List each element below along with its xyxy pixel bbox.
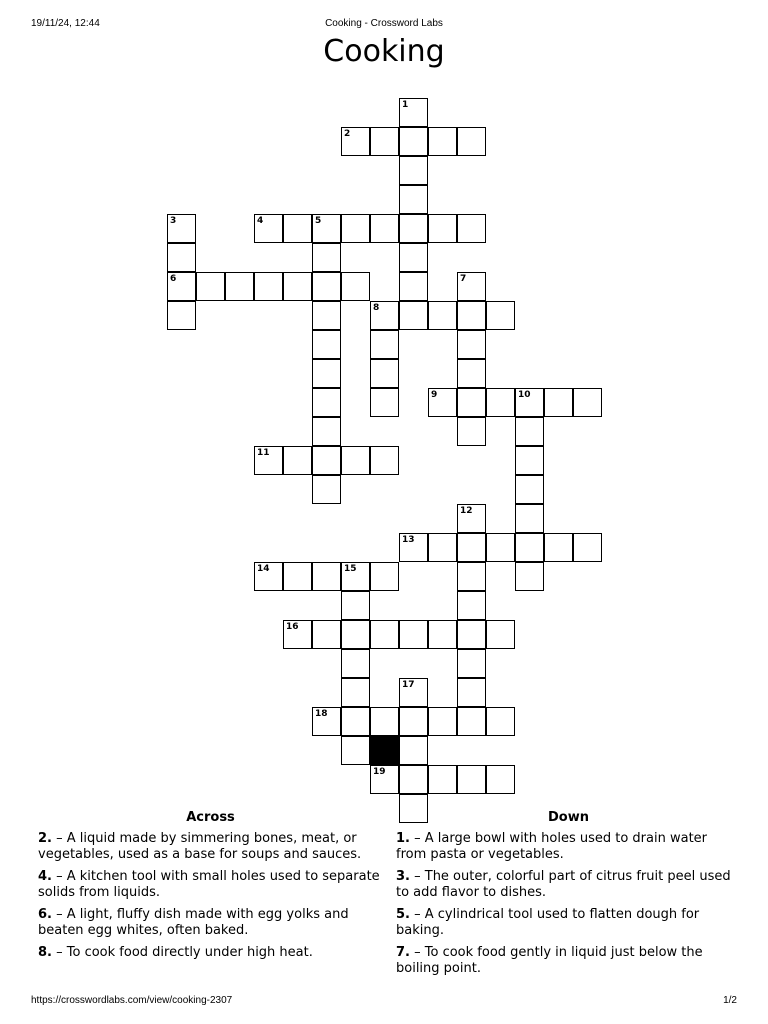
grid-cell[interactable]: [486, 620, 515, 649]
grid-cell[interactable]: [341, 707, 370, 736]
grid-cell[interactable]: [515, 504, 544, 533]
clue-number: 8.: [38, 945, 52, 960]
clue-number: 7.: [396, 945, 410, 960]
clue-down-7: [396, 945, 741, 977]
grid-cell[interactable]: [341, 272, 370, 301]
grid-cell[interactable]: [515, 475, 544, 504]
clue-across-2: [38, 831, 383, 863]
grid-cell[interactable]: [457, 417, 486, 446]
cell-number: 18: [315, 709, 328, 719]
grid-cell[interactable]: [515, 562, 544, 591]
grid-cell[interactable]: [312, 301, 341, 330]
grid-cell[interactable]: [399, 301, 428, 330]
cell-number: 6: [170, 274, 177, 284]
grid-cell[interactable]: [312, 707, 341, 736]
grid-cell[interactable]: [457, 620, 486, 649]
grid-cell[interactable]: [167, 243, 196, 272]
clue-text: – To cook food gently in liquid just below the boiling point.: [396, 945, 703, 976]
grid-cell[interactable]: [341, 562, 370, 591]
grid-cell[interactable]: [457, 301, 486, 330]
clue-text: – A light, fluffy dish made with egg yolks and beaten egg whites, often baked.: [38, 907, 349, 938]
grid-cell[interactable]: [486, 388, 515, 417]
cell-number: 12: [460, 506, 473, 516]
print-url: https://crosswordlabs.com/view/cooking-2307: [31, 995, 233, 1006]
grid-cell[interactable]: [457, 330, 486, 359]
cell-number: 1: [402, 100, 409, 110]
grid-cell[interactable]: [167, 214, 196, 243]
grid-cell[interactable]: [544, 388, 573, 417]
clue-number: 5.: [396, 907, 410, 922]
grid-cell[interactable]: [370, 214, 399, 243]
grid-cell[interactable]: [370, 707, 399, 736]
grid-cell[interactable]: [457, 765, 486, 794]
clue-text: – A cylindrical tool used to flatten dough for baking.: [396, 907, 700, 938]
cell-number: 4: [257, 216, 264, 226]
cell-number: 19: [373, 767, 386, 777]
grid-cell[interactable]: [428, 533, 457, 562]
grid-cell[interactable]: [486, 707, 515, 736]
clue-down-1: [396, 831, 741, 863]
grid-cell[interactable]: [428, 620, 457, 649]
grid-cell[interactable]: [428, 301, 457, 330]
grid-cell[interactable]: [515, 446, 544, 475]
grid-cell[interactable]: [341, 678, 370, 707]
grid-cell[interactable]: [283, 620, 312, 649]
grid-cell[interactable]: [341, 591, 370, 620]
grid-cell[interactable]: [341, 649, 370, 678]
grid-cell[interactable]: [312, 446, 341, 475]
cell-number: 10: [518, 390, 531, 400]
grid-cell[interactable]: [312, 243, 341, 272]
clue-across-6: [38, 907, 383, 939]
grid-cell[interactable]: [428, 707, 457, 736]
grid-cell[interactable]: [399, 620, 428, 649]
grid-cell[interactable]: [225, 272, 254, 301]
grid-cell[interactable]: [312, 330, 341, 359]
grid-cell[interactable]: [573, 388, 602, 417]
grid-cell[interactable]: [457, 649, 486, 678]
clue-across-4: [38, 869, 383, 901]
grid-cell[interactable]: [573, 533, 602, 562]
clue-down-5: [396, 907, 741, 939]
grid-cell[interactable]: [399, 156, 428, 185]
grid-cell[interactable]: [399, 185, 428, 214]
grid-cell[interactable]: [370, 388, 399, 417]
clue-number: 1.: [396, 831, 410, 846]
clue-number: 4.: [38, 869, 52, 884]
cell-number: 3: [170, 216, 177, 226]
grid-cell[interactable]: [370, 127, 399, 156]
grid-cell[interactable]: [196, 272, 225, 301]
grid-cell[interactable]: [312, 417, 341, 446]
clue-number: 2.: [38, 831, 52, 846]
grid-cell[interactable]: [399, 127, 428, 156]
grid-cell[interactable]: [370, 562, 399, 591]
grid-cell[interactable]: [341, 127, 370, 156]
grid-cell[interactable]: [254, 214, 283, 243]
print-page-number: 1/2: [723, 995, 737, 1006]
grid-cell[interactable]: [399, 678, 428, 707]
grid-cell[interactable]: [515, 417, 544, 446]
grid-cell[interactable]: [457, 591, 486, 620]
down-heading: Down: [548, 810, 589, 825]
grid-cell[interactable]: [457, 272, 486, 301]
grid-cell[interactable]: [457, 504, 486, 533]
grid-cell[interactable]: [457, 533, 486, 562]
grid-cell[interactable]: [254, 446, 283, 475]
cell-number: 16: [286, 622, 299, 632]
clue-text: – A liquid made by simmering bones, meat, or vegetables, used as a base for soups and sauces.: [38, 831, 362, 862]
grid-cell[interactable]: [428, 214, 457, 243]
grid-cell[interactable]: [283, 446, 312, 475]
grid-cell[interactable]: [457, 214, 486, 243]
clue-number: 6.: [38, 907, 52, 922]
cell-number: 7: [460, 274, 467, 284]
grid-cell[interactable]: [544, 533, 573, 562]
cell-number: 8: [373, 303, 380, 313]
grid-cell[interactable]: [399, 243, 428, 272]
cell-number: 11: [257, 448, 270, 458]
grid-cell[interactable]: [312, 214, 341, 243]
grid-cell[interactable]: [486, 533, 515, 562]
grid-cell[interactable]: [167, 301, 196, 330]
down-clues: [396, 810, 741, 983]
grid-cell-blocked: [370, 736, 399, 765]
grid-cell[interactable]: [370, 446, 399, 475]
grid-cell[interactable]: [370, 301, 399, 330]
cell-number: 13: [402, 535, 415, 545]
grid-cell[interactable]: [254, 562, 283, 591]
grid-cell[interactable]: [312, 388, 341, 417]
cell-number: 17: [402, 680, 415, 690]
grid-cell[interactable]: [312, 359, 341, 388]
grid-cell[interactable]: [370, 765, 399, 794]
grid-cell[interactable]: [370, 330, 399, 359]
grid-cell[interactable]: [312, 272, 341, 301]
grid-cell[interactable]: [399, 214, 428, 243]
grid-cell[interactable]: [341, 446, 370, 475]
clue-across-8: [38, 945, 383, 961]
grid-cell[interactable]: [428, 127, 457, 156]
clue-text: – To cook food directly under high heat.: [51, 945, 313, 960]
across-clues: [38, 810, 383, 967]
across-heading: Across: [186, 810, 235, 825]
grid-cell[interactable]: [341, 620, 370, 649]
grid-cell[interactable]: [399, 765, 428, 794]
grid-cell[interactable]: [167, 272, 196, 301]
grid-cell[interactable]: [370, 620, 399, 649]
grid-cell[interactable]: [312, 620, 341, 649]
grid-cell[interactable]: [312, 475, 341, 504]
cell-number: 15: [344, 564, 357, 574]
grid-cell[interactable]: [341, 736, 370, 765]
grid-cell[interactable]: [283, 562, 312, 591]
grid-cell[interactable]: [341, 214, 370, 243]
print-page-title: Cooking - Crossword Labs: [325, 18, 443, 29]
clue-down-3: [396, 869, 741, 901]
grid-cell[interactable]: [457, 707, 486, 736]
grid-cell[interactable]: [457, 359, 486, 388]
grid-cell[interactable]: [457, 562, 486, 591]
clue-text: – A kitchen tool with small holes used to separate solids from liquids.: [38, 869, 380, 900]
grid-cell[interactable]: [254, 272, 283, 301]
grid-cell[interactable]: [486, 301, 515, 330]
grid-cell[interactable]: [399, 707, 428, 736]
clue-text: – A large bowl with holes used to drain water from pasta or vegetables.: [396, 831, 708, 862]
grid-cell[interactable]: [428, 765, 457, 794]
grid-cell[interactable]: [312, 562, 341, 591]
grid-cell[interactable]: [457, 678, 486, 707]
grid-cell[interactable]: [457, 388, 486, 417]
grid-cell[interactable]: [283, 272, 312, 301]
print-datetime: 19/11/24, 12:44: [31, 18, 100, 29]
clue-number: 3.: [396, 869, 410, 884]
grid-cell[interactable]: [515, 388, 544, 417]
grid-cell[interactable]: [515, 533, 544, 562]
cell-number: 14: [257, 564, 270, 574]
clue-text: – The outer, colorful part of citrus fruit peel used to add flavor to dishes.: [396, 869, 731, 900]
cell-number: 5: [315, 216, 322, 226]
cell-number: 2: [344, 129, 351, 139]
grid-cell[interactable]: [283, 214, 312, 243]
grid-cell[interactable]: [399, 98, 428, 127]
grid-cell[interactable]: [486, 765, 515, 794]
grid-cell[interactable]: [399, 736, 428, 765]
puzzle-title: Cooking: [323, 34, 445, 69]
grid-cell[interactable]: [457, 127, 486, 156]
cell-number: 9: [431, 390, 438, 400]
grid-cell[interactable]: [399, 533, 428, 562]
grid-cell[interactable]: [428, 388, 457, 417]
grid-cell[interactable]: [399, 272, 428, 301]
grid-cell[interactable]: [370, 359, 399, 388]
